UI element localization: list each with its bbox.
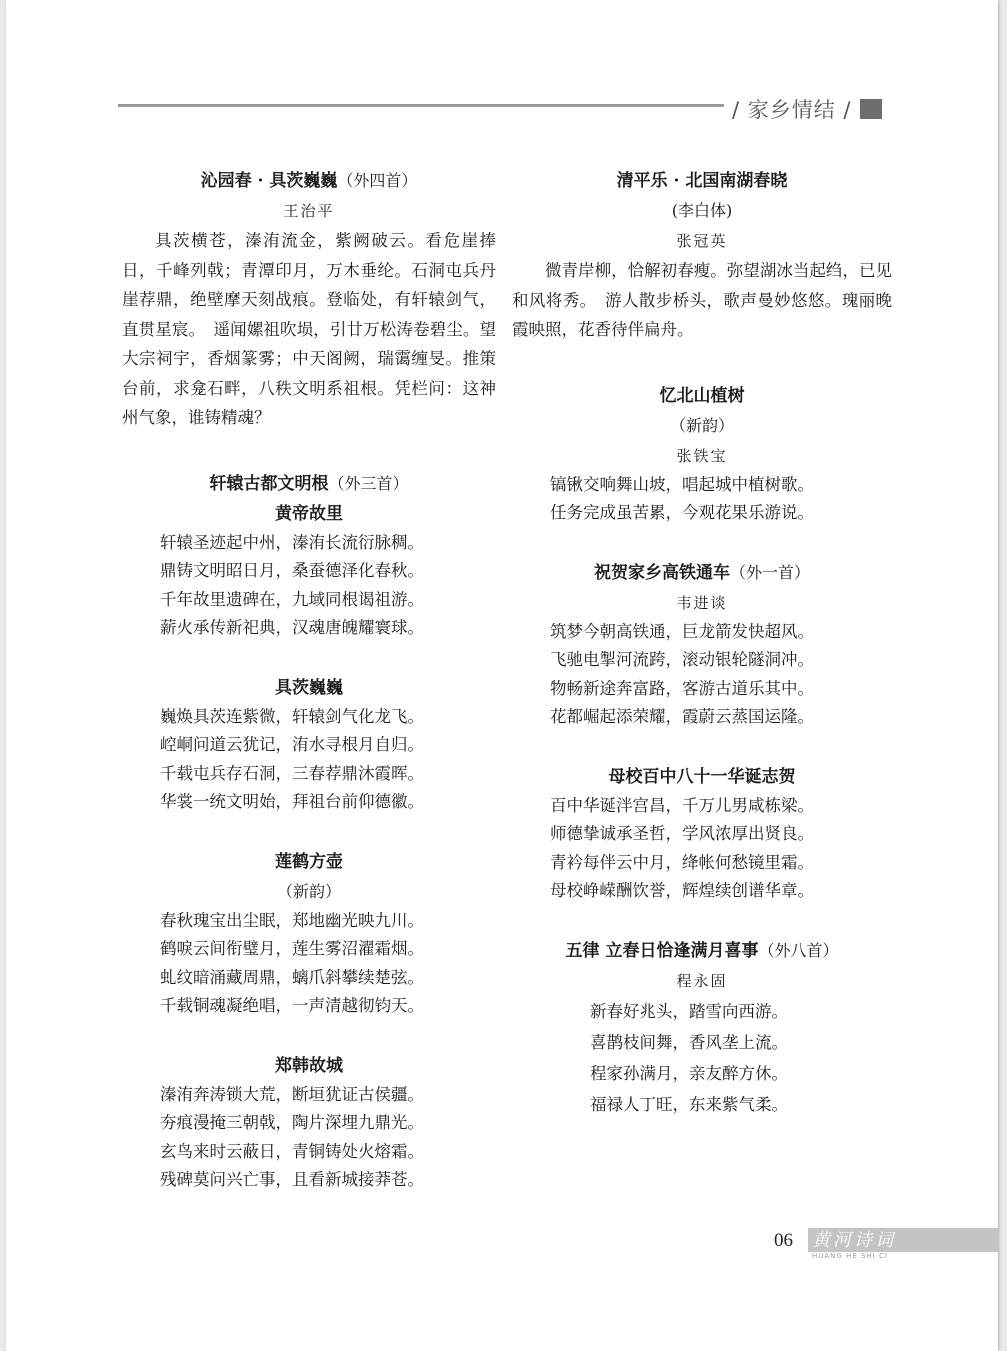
section-title: / 家乡情结 / — [732, 98, 852, 122]
poem-line: 千年故里遗碑在，九域同根谒祖游。 — [160, 589, 424, 609]
left-column — [122, 166, 496, 1225]
poem-gaotie — [512, 558, 892, 732]
poem-verses — [122, 703, 496, 817]
poem-line: 千载铜魂凝绝唱，一声清越彻钧天。 — [160, 996, 424, 1015]
poem-muxiao — [512, 762, 892, 906]
poem-style-note: (李白体) — [671, 201, 733, 220]
poem-line: 春秋瑰宝出尘眠，郑地幽光映九川。 — [160, 910, 424, 930]
poem-title: 母校百中八十一华诞志贺 — [608, 766, 796, 787]
poem-verses — [512, 792, 892, 906]
poem-line: 新春好兆头，踏雪向西游。 — [590, 1001, 788, 1021]
header-rule — [118, 104, 724, 107]
poem-xuanyuan — [122, 469, 496, 643]
right-column — [512, 166, 892, 1150]
poem-line: 轩辕圣迹起中州，溱洧长流衍脉稠。 — [160, 532, 424, 552]
poem-style-note: （新韵） — [669, 415, 734, 435]
poem-title: 清平乐 · 北国南湖春晓 — [616, 171, 788, 191]
poem-body: 具茨横苍，溱洧流金，紫阙破云。看危崖捧日，千峰列戟；青潭印月，万木垂纶。石洞屯兵丹崖荐鼎，绝壁摩天刻战痕。登临处，有轩辕剑气，直贯星宸。 遥闻嫘祖吹埙，引廿万松涛卷碧尘。望大宗祠宇，香烟篆雾；中天阁阙，瑞霭缠旻。推策台前，求龛石畔，八秩文明系祖根。凭栏问：这神州气象，谁铸精魂？ — [122, 231, 496, 427]
poem-line: 巍焕具茨连紫微，轩辕剑气化龙飞。 — [160, 706, 424, 726]
poem-title-note: （外四首） — [337, 171, 418, 190]
poem-line: 夯痕漫掩三朝戟，陶片深埋九鼎光。 — [160, 1113, 424, 1132]
poem-line: 百中华诞泮宫昌，千万儿男咸栋梁。 — [550, 795, 814, 815]
poem-line: 任务完成虽苦累，今观花果乐游说。 — [550, 503, 814, 522]
magazine-logo: 黄河诗词 — [812, 1230, 896, 1251]
poem-line: 喜鹊枝间舞，香风垄上流。 — [590, 1032, 788, 1052]
poem-title: 忆北山植树 — [659, 385, 745, 406]
poem-juci — [122, 673, 496, 817]
poem-verses — [122, 529, 496, 643]
poem-author: 韦进谈 — [676, 593, 728, 612]
poem-author: 张冠英 — [676, 232, 728, 250]
poem-line: 玄鸟来时云蔽日，青铜铸处火熔霜。 — [160, 1141, 424, 1161]
poem-title-note: （外三首） — [328, 473, 409, 493]
poem-author: 程永固 — [676, 971, 728, 990]
poem-line: 残碑莫问兴亡事，且看新城接莽苍。 — [160, 1170, 424, 1189]
magazine-pinyin: HUANG HE SHI CI — [812, 1252, 888, 1260]
poem-line: 程家孙满月，亲友醉方休。 — [590, 1063, 788, 1083]
poem-title-note: （外八首） — [758, 940, 839, 960]
page-number: 06 — [774, 1230, 793, 1251]
poem-line: 物畅新途奔富路，客游古道乐其中。 — [550, 678, 814, 698]
poem-line: 福禄人丁旺，东来紫气柔。 — [590, 1094, 788, 1114]
poem-zhenghan — [122, 1051, 496, 1195]
poem-line: 花都崛起添荣耀，霞蔚云蒸国运隆。 — [550, 707, 814, 726]
poem-qinyuanchun — [122, 166, 496, 433]
poem-subtitle: 黄帝故里 — [275, 503, 343, 524]
poem-subtitle: 莲鹤方壶 — [275, 851, 343, 872]
poem-line: 镐锹交响舞山坡，唱起城中植树歌。 — [550, 474, 814, 494]
poem-lianhe — [122, 847, 496, 1021]
magazine-page — [6, 0, 998, 1351]
poem-author: 张铁宝 — [676, 446, 728, 465]
poem-verses — [122, 1081, 496, 1195]
poem-beishan — [512, 381, 892, 528]
poem-subtitle: 郑韩故城 — [275, 1055, 343, 1076]
poem-line: 飞驰电掣河流跨，滚动银轮隧洞冲。 — [550, 650, 814, 669]
poem-line: 师德挚诚承圣哲，学风浓厚出贤良。 — [550, 824, 814, 843]
poem-line: 华裳一统文明始，拜祖台前仰德徽。 — [160, 792, 424, 811]
poem-style-note: （新韵） — [276, 881, 341, 901]
poem-line: 虬纹暗涌藏周鼎，螭爪斜攀续楚弦。 — [160, 967, 424, 987]
poem-line: 青衿每伴云中月，绛帐何愁镜里霜。 — [550, 852, 814, 872]
poem-line: 千载屯兵存石洞，三春荐鼎沐霞晖。 — [160, 763, 424, 783]
poem-title: 五律 立春日恰逢满月喜事（外八首） — [565, 940, 839, 961]
poem-line: 鼎铸文明昭日月，桑蚕德泽化春秋。 — [160, 561, 424, 580]
poem-verses — [512, 996, 892, 1120]
poem-title: 祝贺家乡高铁通车（外一首） — [593, 562, 810, 583]
poem-title: 轩辕古都文明根（外三首） — [209, 473, 409, 494]
poem-verses — [122, 907, 496, 1021]
poem-verses — [512, 471, 892, 528]
poem-body: 微青岸柳，恰解初春瘦。弥望湖冰当起绉，已见和风将秀。 游人散步桥头，歌声曼妙悠悠。瑰丽晚霞映照，花香待伴扁舟。 — [512, 261, 892, 339]
poem-line: 母校峥嵘酬饮誉，辉煌续创谱华章。 — [550, 881, 814, 900]
poem-wulv — [512, 936, 892, 1120]
poem-title: 沁园春 · 具茨巍巍（外四首） — [200, 171, 418, 191]
poem-line: 崆峒问道云犹记，洧水寻根月自归。 — [160, 735, 424, 754]
poem-title-note: （外一首） — [729, 562, 810, 582]
poem-line: 薪火承传新祀典，汉魂唐魄耀寰球。 — [160, 618, 424, 637]
poem-line: 溱洧奔涛锁大荒，断垣犹证古侯疆。 — [160, 1084, 424, 1104]
poem-line: 筑梦今朝高铁通，巨龙箭发快超风。 — [550, 621, 814, 641]
poem-author: 王治平 — [283, 202, 335, 220]
poem-verses — [512, 618, 892, 732]
section-marker-block — [860, 99, 882, 119]
poem-qingpingle — [512, 166, 892, 345]
poem-subtitle: 具茨巍巍 — [275, 677, 343, 698]
poem-line: 鹤唳云间衔璧月，莲生雾沼濯霜烟。 — [160, 939, 424, 958]
